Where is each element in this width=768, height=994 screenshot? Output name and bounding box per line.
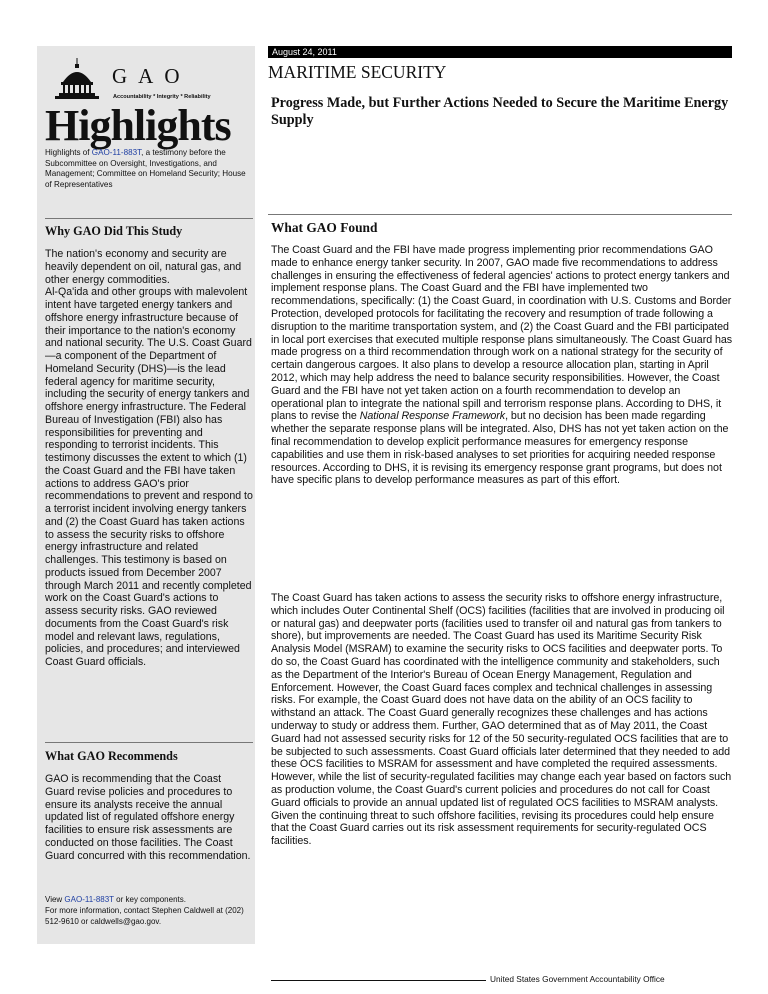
gao-logo bbox=[45, 54, 253, 150]
report-link[interactable]: GAO-11-883T bbox=[91, 148, 142, 157]
report-topic: MARITIME SECURITY bbox=[268, 62, 447, 82]
section-divider bbox=[45, 742, 253, 743]
logo-highlights: Highlights bbox=[45, 101, 231, 150]
found-p1-italic: National Response Framework bbox=[359, 410, 506, 423]
highlights-sidebar bbox=[37, 46, 255, 944]
found-p2-text: The Coast Guard has taken actions to assess the security risks to offshore energy infrastructure, which includes Outer Continental Shelf (OCS) facilities (facilities that are involved in producing oil or natural gas) and deepwater ports (facilities used to transfer oil and natural gas from tankers to shore), but improvements are needed. The Coast Guard has used its Maritime Security Risk Analysis Model (MSRAM) to examine the security risks to OCS facilities and deepwater ports. To do so, the Coast Guard has coordinated with the intelligence community and stakeholders, such as the Department of the Interior's Bureau of Ocean Energy Management, Regulation and Enforcement. However, the Coast Guard faces complex and technical challenges in assessing risks. For example, the Coast Guard does not have data on the ability of an OCS facility to withstand an attack. The Coast Guard generally recognizes these challenges and has actions underway to study or address them. Further, GAO determined that as of May 2011, the Coast Guard had not assessed security risks for 12 of the 50 security-regulated OCS facilities that are to be subjected to such assessments. Coast Guard officials later determined that they needed to add these OCS facilities to MSRAM for assessment and have completed the required assessments. However, while the list of security-regulated facilities may change each year based on factors such as production volume, the Coast Guard's current policies and procedures do not call for Coast Guard officials to provide an annual updated list of regulated OCS facilities to MSRAM analysts. Given the continuing threat to such offshore facilities, revising its procedures could help ensure that the Coast Guard carries out its risk assessment requirements for security-regulated OCS facilities. bbox=[271, 592, 732, 848]
found-heading: What GAO Found bbox=[271, 220, 378, 235]
capitol-dome-icon bbox=[45, 56, 109, 102]
date-bar bbox=[268, 46, 732, 58]
footer-agency: United States Government Accountability Office bbox=[490, 974, 665, 984]
contact-info bbox=[45, 895, 251, 927]
section-divider bbox=[45, 218, 253, 219]
view-suffix: or key components. bbox=[113, 895, 186, 904]
why-heading: Why GAO Did This Study bbox=[45, 224, 183, 238]
recommends-heading: What GAO Recommends bbox=[45, 749, 178, 763]
found-p1-text-b: , but no decision has been made regarding whether the separate response plans will be integrated. Also, DHS has not yet taken action on the final recommendation to develop explicit performance measures for emergency response capabilities and use them in risk-based analyses to set priorities for acquiring needed response resources. According to DHS, it is revising its emergency response grant programs, but does not have specific plans to develop performance measures as part of this effort. bbox=[271, 410, 729, 487]
recommends-body: GAO is recommending that the Coast Guard revise policies and procedures to ensure its analysts receive the annual updated list of regulated offshore energy facilities to ensure risk assessments are conducted on those facilities. The Coast Guard concurred with this recommendation. bbox=[45, 773, 251, 862]
section-divider bbox=[268, 214, 732, 215]
found-paragraph-2 bbox=[271, 592, 733, 848]
logo-motto: Accountability * Integrity * Reliability bbox=[113, 94, 211, 100]
view-prefix: View bbox=[45, 895, 65, 904]
why-paragraph-2: Al-Qa'ida and other groups with malevolent intent have targeted energy tankers and offshore energy infrastructure because of their importance to the nation's economy and national security. The U.S. Coast Guard—a component of the Department of Homeland Security (DHS)—is the lead federal agency for maritime security, including the security of energy tankers and offshore energy infrastructure. The Federal Bureau of Investigation (FBI) also has responsibilities for preventing and responding to terrorist incidents. This testimony discusses the extent to which (1) the Coast Guard and the FBI have taken actions to address GAO's prior recommendations to prevent and respond to a terrorist incident involving energy tankers and (2) the Coast Guard has taken actions to assess the security risks to offshore energy infrastructure and related challenges. This testimony is based on products issued from December 2007 through March 2011 and recently completed work on the Coast Guard's actions to assess security risks. GAO reviewed documents from the Coast Guard's risk model and relevant laws, regulations, policies, and procedures; and interviewed Coast Guard officials. bbox=[45, 286, 253, 668]
found-paragraph-1 bbox=[271, 244, 733, 487]
highlights-intro bbox=[45, 148, 251, 190]
contact-line: For more information, contact Stephen Caldwell at (202) 512-9610 or caldwells@gao.gov. bbox=[45, 905, 244, 926]
found-p1-text-a: The Coast Guard and the FBI have made progress implementing prior recommendations GAO made to enhance energy tanker security. In 2007, GAO made five recommendations to address challenges in ensuring the effectiveness of federal agencies' actions to protect energy tankers and implement response plans. The Coast Guard and the FBI have implemented two recommendations, specifically: (1) the Coast Guard, in coordination with U.S. Customs and Border Protection, developed protocols for facilitating the recovery and resumption of trade following a disruption to the maritime transportation system, and (2) the Coast Guard and the FBI participated in local port exercises that executed multiple response plans simultaneously. The Coast Guard has made progress on a third recommendation through work on a national strategy for the security of certain dangerous cargoes. It also plans to develop a resource allocation plan, starting in April 2012, which may help address the need to balance security responsibilities. However, the Coast Guard and the FBI have not yet taken action on a fourth recommendation to develop an operational plan to integrate the national spill and terrorism response plans. According to DHS, it plans to revise the bbox=[271, 244, 733, 423]
intro-suffix: , a testimony before the Subcommittee on Oversight, Investigations, and Management; Committee on Homeland Security; House of Representatives bbox=[45, 148, 246, 189]
report-date: August 24, 2011 bbox=[272, 47, 337, 57]
logo-gao-text: GAO bbox=[112, 64, 191, 88]
intro-prefix: Highlights of bbox=[45, 148, 92, 157]
view-line bbox=[45, 895, 251, 906]
why-paragraph-1: The nation's economy and security are heavily dependent on oil, natural gas, and other energy commodities. bbox=[45, 248, 242, 286]
footer-rule bbox=[271, 980, 486, 981]
why-body bbox=[45, 248, 253, 669]
report-subtitle: Progress Made, but Further Actions Needed to Secure the Maritime Energy Supply bbox=[271, 95, 729, 128]
report-link[interactable]: GAO-11-883T bbox=[64, 895, 114, 904]
